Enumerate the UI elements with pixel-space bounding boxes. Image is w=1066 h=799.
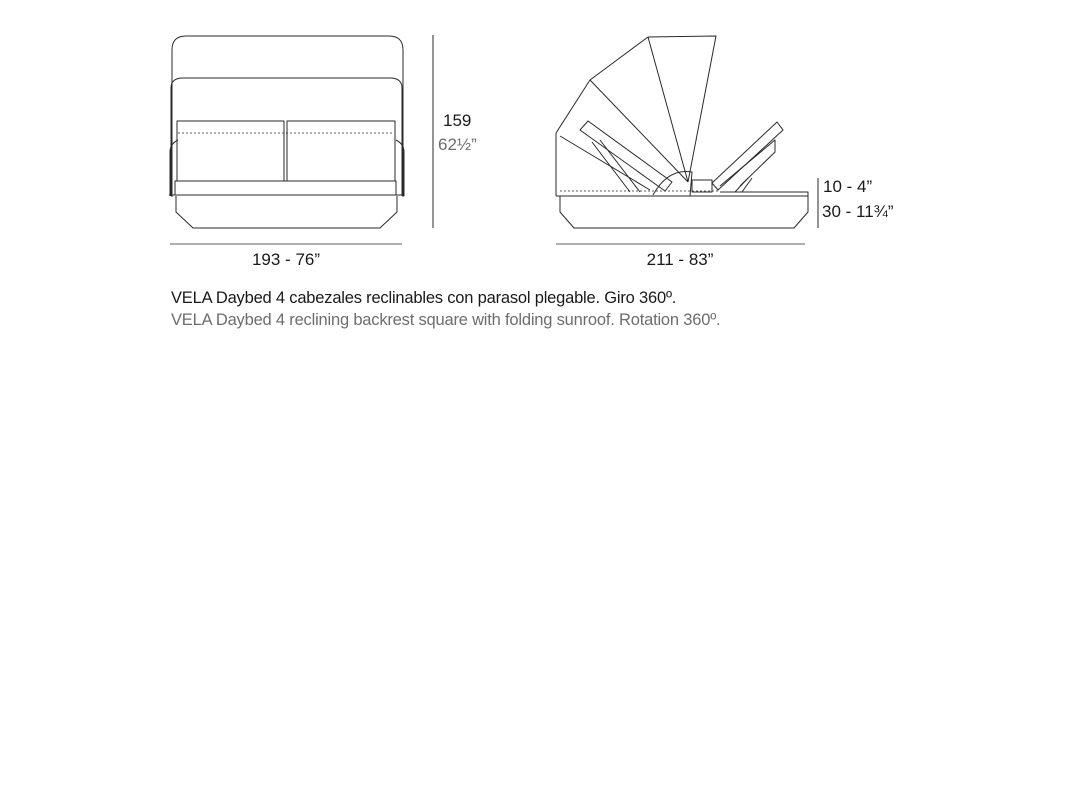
side-seat-top [556,192,808,196]
caption-english: VELA Daybed 4 reclining backrest square with folding sunroof. Rotation 360º. [171,311,721,329]
side-seat-cushion [692,180,712,192]
front-cushion-left [177,121,284,181]
front-base [176,196,397,228]
right-backrest [712,122,783,190]
front-cushion-right [287,121,395,181]
caption-spanish: VELA Daybed 4 cabezales reclinables con parasol plegable. Giro 360º. [171,289,677,307]
front-view-drawing [169,36,404,228]
side-base-height-label: 30 - 11¾” [822,202,894,221]
side-view-drawing [556,36,808,228]
side-cushion-height-label: 10 - 4” [823,177,873,196]
side-base [560,196,808,228]
front-seat [175,181,396,195]
front-height-cm-label: 159 [443,111,472,130]
sunroof-inner-curve [560,136,650,190]
left-backrest-support [592,140,640,192]
sunroof-panel-2 [590,37,688,182]
right-backrest-legs [735,178,752,192]
front-height-in-label: 62½” [438,135,477,154]
front-width-label: 193 - 76” [251,250,321,269]
sunroof-panel-1 [556,80,688,182]
side-length-label: 211 - 83” [646,250,714,269]
